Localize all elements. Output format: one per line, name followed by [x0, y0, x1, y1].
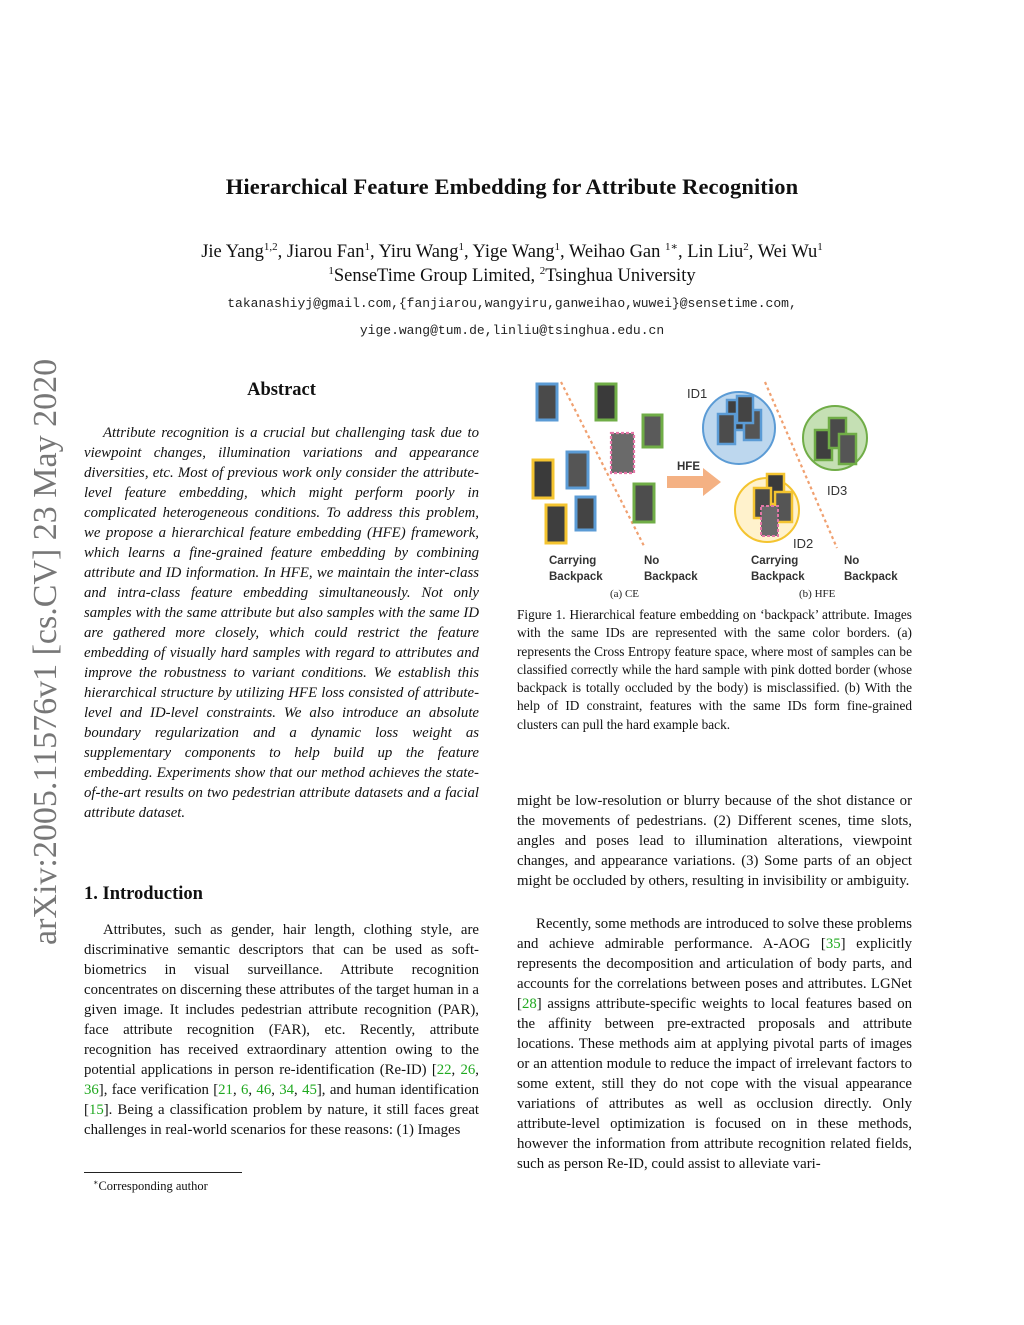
citation-link[interactable]: 35: [825, 936, 841, 952]
cluster-label-id1: ID1: [687, 386, 708, 401]
ce-sample-images: [533, 384, 662, 543]
abstract-text: Attribute recognition is a crucial but challenging task due to viewpoint changes, illumination variations and appearance diversities, etc. Most of previous work only consider the attribute-level feature embedding, which might perform poorly in complicated heterogeneous conditions. To address this problem, we propose a hierarchical feature embedding (HFE) framework, which learns a fine-grained feature embedding by combining attribute and ID information. In HFE, we maintain the inter-class and intra-class feature embedding simultaneously. Not only samples with the same attribute but also samples with the same ID are gathered more closely, which could restrict the feature embedding of visually hard samples with regard to attributes and improve the robustness to variant conditions. We establish this hierarchical structure by utilizing HFE loss consisted of attribute-level and ID-level constraints. We also introduce an absolute boundary regularization and a dynamic loss weight as supplementary components to help build up the feature embedding. Experiments show that our method achieves the state-of-the-art results on two pedestrian attribute datasets and a facial attribute dataset.: [84, 425, 479, 821]
label-carrying-ce: Carrying Backpack: [549, 555, 603, 583]
arxiv-side-stamp: arXiv:2005.11576v1 [cs.CV] 23 May 2020: [27, 358, 64, 945]
sample-image: [611, 433, 634, 473]
hfe-arrow-label: HFE: [677, 461, 700, 473]
sample-image: [596, 384, 616, 420]
sample-image: [718, 414, 735, 444]
figure-1: [517, 378, 917, 600]
citation-link[interactable]: 15: [88, 1102, 104, 1118]
email-line[interactable]: yige.wang@tum.de,linliu@tsinghua.edu.cn: [359, 323, 665, 338]
introduction-heading: 1. Introduction: [84, 884, 203, 904]
figure-1-caption: Figure 1. Hierarchical feature embedding on ‘backpack’ attribute. Images with the same IDs are represented with the same color borders. (a) represents the Cross Entropy feature space, where most of samples can be classified correctly while the hard sample with pink dotted border (whose backpack is totally occluded by the body) is misclassified. (b) With the help of ID constraint, features with the same IDs form fine-grained clusters can pull the hard example back.: [517, 607, 912, 732]
subcaption-b: (b) HFE: [799, 588, 836, 600]
abstract-heading: Abstract: [247, 380, 316, 400]
sample-image: [576, 497, 595, 530]
affiliation-list: $^1$SenseTime Group Limited, $^2$Tsinghua University: [328, 265, 696, 286]
author: Lin Liu$^2$: [687, 241, 749, 262]
author: Yige Wang$^1$: [472, 241, 560, 262]
sample-image: [533, 460, 553, 498]
citation-link[interactable]: 45: [302, 1082, 317, 1098]
author: Jie Yang$^{1,2}$: [201, 241, 278, 262]
citation-link[interactable]: 6: [240, 1082, 249, 1098]
citation-link[interactable]: 28: [521, 996, 537, 1012]
label-no-hfe: No Backpack: [844, 555, 898, 583]
sample-image: [737, 396, 753, 423]
author-block: [0, 240, 1024, 288]
author: Weihao Gan $^{1∗}$: [568, 241, 679, 262]
label-carrying-hfe: Carrying Backpack: [751, 555, 805, 583]
citation-link[interactable]: 26: [460, 1062, 476, 1078]
sample-image: [537, 384, 557, 420]
sample-image: [567, 452, 588, 488]
footnote: ∗Corresponding author: [93, 1178, 208, 1194]
footnote-rule: [84, 1172, 242, 1173]
citation-link[interactable]: 22: [436, 1062, 452, 1078]
introduction-paragraph-2: Recently, some methods are introduced to solve these problems and achieve admirable performance. A-AOG [35] explicitly represents the decomposition and articulation of body parts, and accounts for the correlations between poses and attributes. LGNet [28] assigns attribute-specific weights to local features based on the affinity between pre-extracted proposals and attribute locations. These methods aim at applying pivotal parts of images or an attention module to reduce the impact of irrelevant factors to some extent, still they do not cope with the visual appearance variations of attributes as well as occlusion directly. Only attribute-level optimization is focused on in these methods, however the information from attribute recognition related fields, such as person Re-ID, could assist to alleviate vari-: [517, 916, 912, 1172]
sample-image: [546, 505, 566, 543]
subcaption-a: (a) CE: [610, 588, 640, 600]
sample-image: [839, 434, 856, 464]
sample-image: [634, 484, 654, 522]
author: Wei Wu$^1$: [757, 241, 823, 262]
citation-link[interactable]: 34: [279, 1082, 295, 1098]
author: Yiru Wang$^1$: [378, 241, 464, 262]
label-no-ce: No Backpack: [644, 555, 698, 583]
email-line[interactable]: takanashiyj@gmail.com,{fanjiarou,wangyiru,ganweihao,wuwei}@sensetime.com,: [227, 296, 797, 311]
author: Jiarou Fan$^1$: [286, 241, 371, 262]
introduction-paragraph-1-continued: might be low-resolution or blurry because of the shot distance or the movements of pedestrians. (2) Different scenes, time slots, angles and poses lead to illumination alterations, viewpoint changes, and appearance variations. (3) Some parts of an object might be occluded by others, resulting in invisibility or ambiguity.: [517, 793, 912, 889]
citation-link[interactable]: 21: [218, 1082, 233, 1098]
author-list: Jie Yang$^{1,2}$, Jiarou Fan$^1$, Yiru Wang$^1$, Yige Wang$^1$, Weihao Gan $^{1∗}$, Lin Liu$^2$, Wei Wu$^1$: [201, 241, 823, 262]
sample-image: [643, 415, 662, 447]
sample-image: [761, 506, 778, 536]
citation-link[interactable]: 46: [256, 1082, 272, 1098]
cluster-label-id3: ID3: [827, 483, 848, 498]
introduction-paragraph-1: Attributes, such as gender, hair length, clothing style, are discriminative semantic descriptors that can be used as soft-biometrics in visual surveillance. Attribute recognition concentrates on discerning these attributes of the target human in a given image. It includes pedestrian attribute recognition (PAR), face attribute recognition (FAR), etc. Recently, attribute recognition has received extraordinary attention owing to the potential applications in person re-identification (Re-ID) [22, 26, 36], face verification [21, 6, 46, 34, 45], and human identification [15]. Being a classification problem by nature, it still faces great challenges in real-world scenarios for these reasons: (1) Images: [84, 922, 480, 1138]
email-block: [0, 290, 1024, 344]
citation-link[interactable]: 36: [84, 1082, 99, 1098]
paper-title: Hierarchical Feature Embedding for Attribute Recognition: [225, 174, 799, 199]
cluster-label-id2: ID2: [793, 536, 814, 551]
